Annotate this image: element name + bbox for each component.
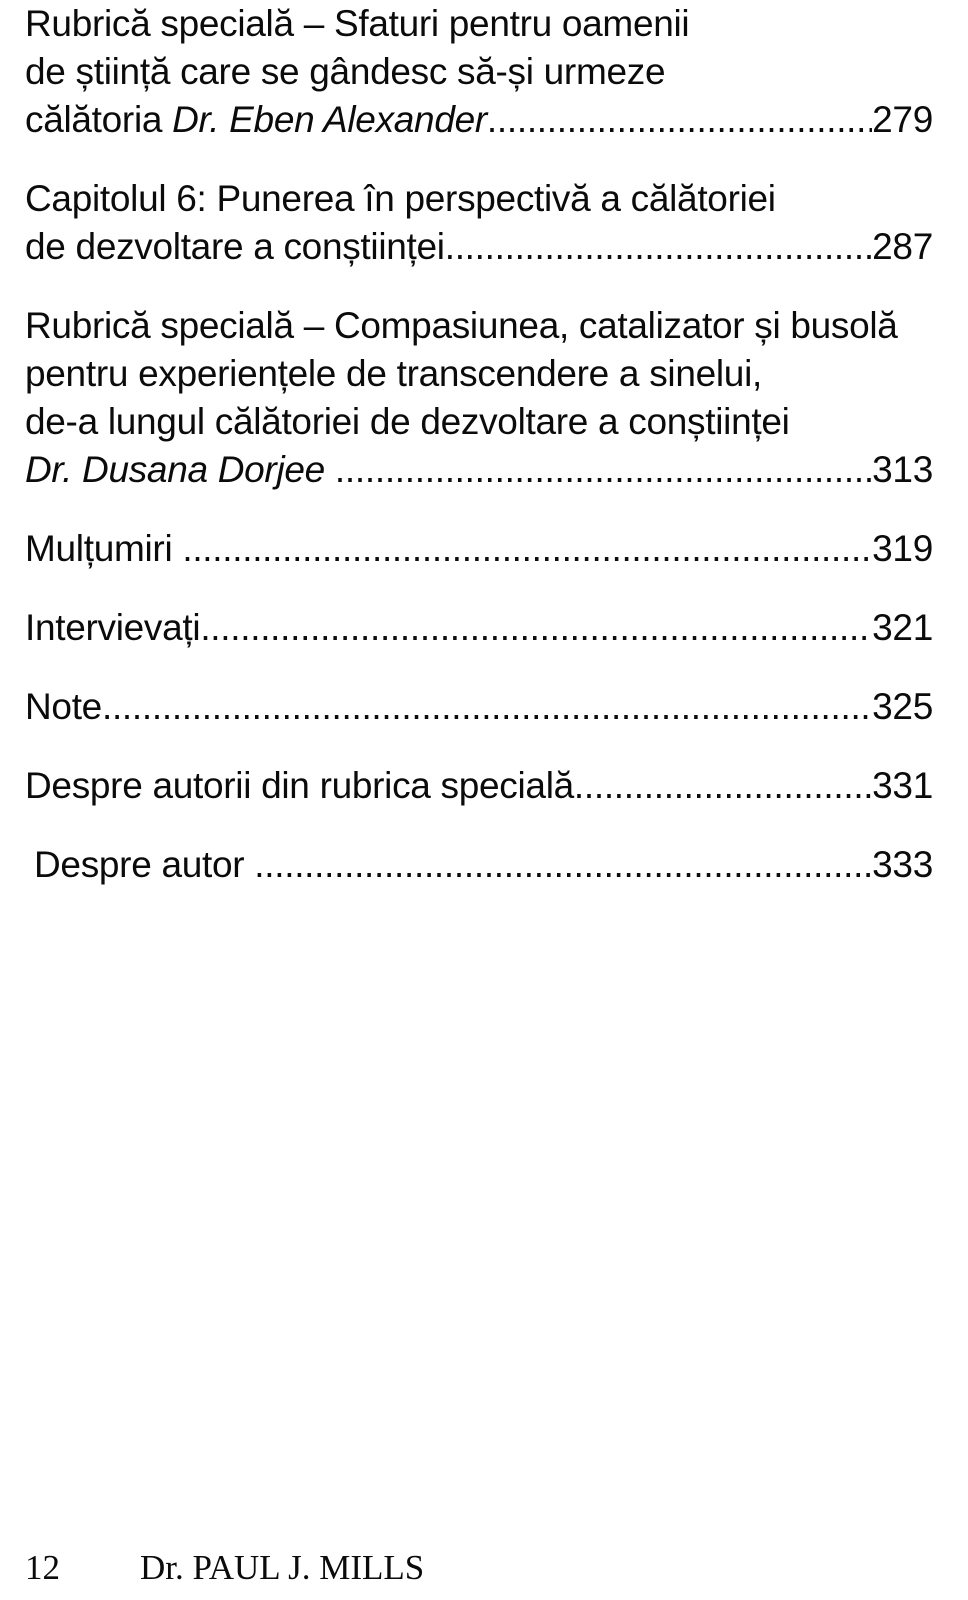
dot-leader [254, 841, 872, 889]
toc-page-number: 319 [872, 528, 933, 569]
toc-entry-text-line: Rubrică specială – Sfaturi pentru oamenii [25, 3, 690, 44]
toc-entry-label [25, 762, 574, 810]
toc-entry [25, 604, 933, 652]
toc-page-number: 279 [872, 99, 933, 140]
page-footer [0, 1547, 968, 1589]
folio-page-number: 12 [25, 1548, 60, 1587]
toc-page-number: 333 [872, 844, 933, 885]
dot-leader [335, 446, 872, 494]
dot-leader [200, 604, 872, 652]
toc-entry-label [25, 96, 487, 144]
toc-page-number: 287 [872, 226, 933, 267]
toc-entry [25, 841, 933, 889]
toc-page-number: 325 [872, 686, 933, 727]
dot-leader [102, 683, 872, 731]
toc-entry [25, 175, 933, 271]
toc-entry-final-line [25, 96, 933, 144]
toc-entry-text-line: de-a lungul călătoriei de dezvoltare a conștiinței [25, 401, 790, 442]
toc-entry-text-line: Capitolul 6: Punerea în perspectivă a călătoriei [25, 178, 776, 219]
dot-leader [182, 525, 872, 573]
toc-entry-label [25, 223, 445, 271]
toc-entry-text-line: Rubrică specială – Compasiunea, catalizator și busolă [25, 305, 898, 346]
dot-leader [445, 223, 872, 271]
toc-entry-final-line [25, 604, 933, 652]
toc-entry-label-text: călătoria [25, 99, 173, 140]
toc-entry-label-text: de dezvoltare a conștiinței [25, 226, 445, 267]
toc-entry-label [25, 683, 102, 731]
dot-leader [487, 96, 872, 144]
toc-entry-label-text: Despre autor [34, 844, 255, 885]
toc-entry-text-line: de știință care se gândesc să-și urmeze [25, 51, 666, 92]
toc-entry [25, 762, 933, 810]
toc-page-number: 321 [872, 607, 933, 648]
toc-entry-label-text: Mulțumiri [25, 528, 183, 569]
toc-entry-final-line [25, 223, 933, 271]
toc-entry-final-line [25, 762, 933, 810]
toc-entry-final-line [34, 841, 933, 889]
toc-entry [25, 0, 933, 144]
toc-entry-label [25, 446, 335, 494]
toc-entry-label-italic: Dr. Eben Alexander [172, 99, 487, 140]
toc-page-number: 313 [872, 449, 933, 490]
toc-entry-label-text: Despre autorii din rubrica specială [25, 765, 574, 806]
toc-entry-final-line [25, 525, 933, 573]
toc-entry [25, 525, 933, 573]
toc-entry-label-text: Note [25, 686, 102, 727]
toc-entry-text-line: pentru experiențele de transcendere a sinelui, [25, 353, 762, 394]
toc-page-number: 331 [872, 765, 933, 806]
toc-entry-label [25, 604, 200, 652]
dot-leader [574, 762, 872, 810]
toc-entry-final-line [25, 683, 933, 731]
toc-entry [25, 302, 933, 494]
toc-entry-label-italic: Dr. Dusana Dorjee [25, 449, 335, 490]
running-title: Dr. PAUL J. MILLS [140, 1548, 425, 1587]
toc-entry-final-line [25, 446, 933, 494]
toc-entry-label-text: Intervievați [25, 607, 201, 648]
toc-entry [25, 683, 933, 731]
toc-entry-label [25, 525, 182, 573]
toc-entry-label [34, 841, 254, 889]
